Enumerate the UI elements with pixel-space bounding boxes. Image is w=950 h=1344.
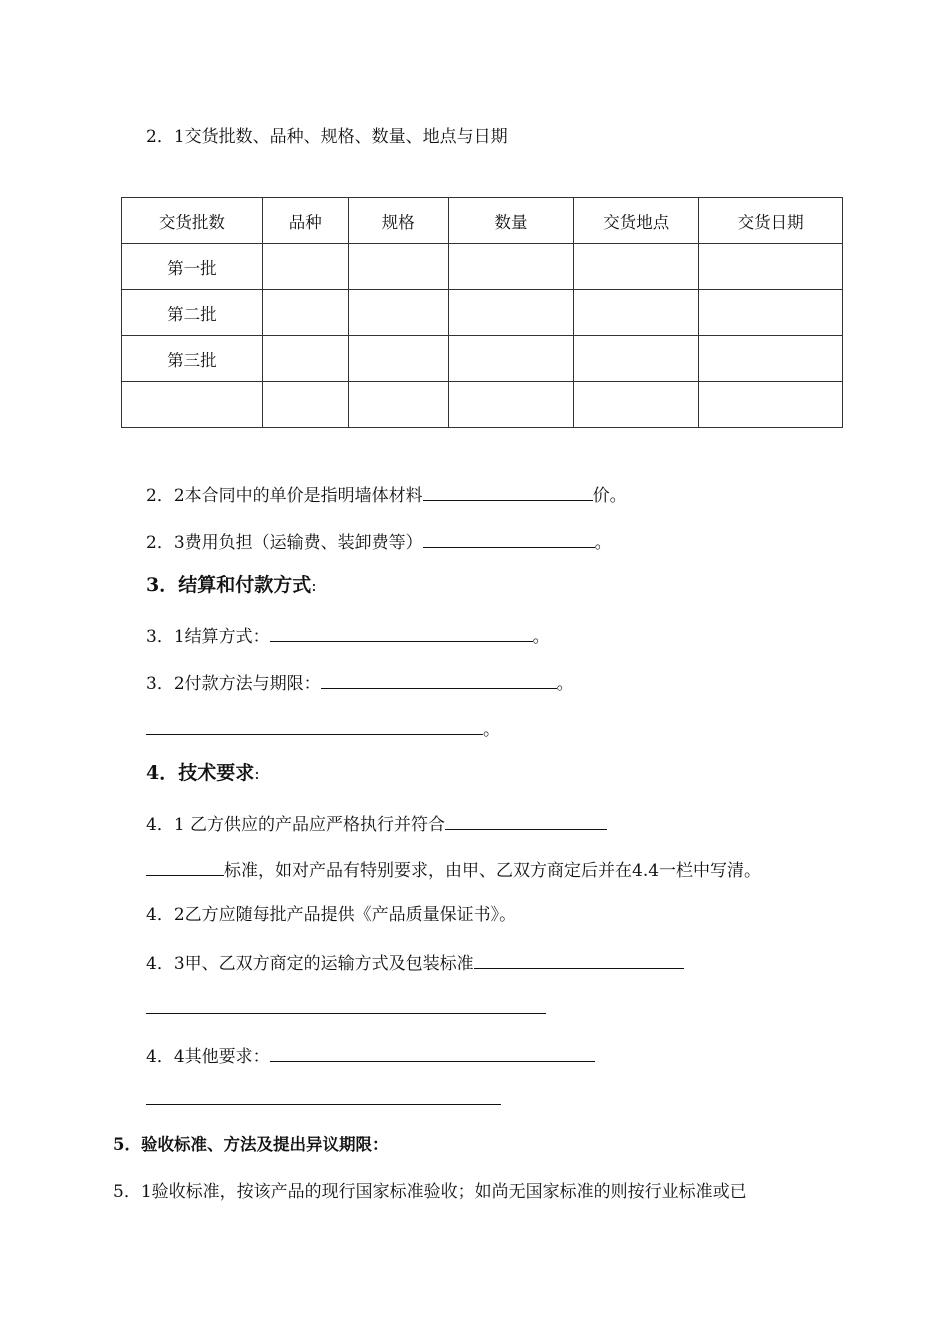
header-cell: 规格	[348, 198, 448, 244]
heading-3	[146, 573, 317, 598]
section-4-3	[146, 950, 684, 975]
table-cell	[262, 382, 348, 428]
header-cell: 交货批数	[122, 198, 263, 244]
heading-4-colon: :	[254, 764, 260, 783]
section-2-2	[146, 482, 627, 507]
fill-blank[interactable]	[423, 529, 595, 548]
fill-blank[interactable]	[321, 670, 557, 689]
section-3-1-suffix: 。	[532, 627, 550, 647]
fill-blank[interactable]	[146, 857, 224, 876]
table-row	[122, 382, 843, 428]
table-cell	[348, 244, 448, 290]
heading-3-title: 3．结算和付款方式	[146, 574, 312, 596]
section-3-1	[146, 623, 550, 648]
table-cell	[348, 290, 448, 336]
table-cell	[574, 336, 699, 382]
section-3-2b-suffix: 。	[483, 720, 500, 740]
section-2-2-suffix: 价。	[592, 486, 627, 506]
header-cell: 品种	[262, 198, 348, 244]
section-3-2-text: 3．2付款方法与期限：	[146, 674, 321, 694]
table-cell	[348, 336, 448, 382]
fill-blank[interactable]	[146, 716, 483, 735]
table-cell	[448, 244, 574, 290]
table-row	[122, 290, 843, 336]
header-cell: 数量	[448, 198, 574, 244]
section-4-2: 4．2乙方应随每批产品提供《产品质量保证书》。	[146, 905, 517, 925]
header-cell: 交货日期	[699, 198, 843, 244]
table-cell: 第三批	[122, 336, 263, 382]
table-cell	[448, 290, 574, 336]
section-4-1-text: 4．1 乙方供应的产品应严格执行并符合	[146, 815, 446, 835]
fill-blank[interactable]	[474, 950, 684, 969]
delivery-table	[121, 197, 843, 428]
table-cell	[574, 290, 699, 336]
heading-4	[146, 761, 260, 786]
heading-4-title: 4．技术要求	[146, 762, 255, 784]
heading-3-colon: :	[311, 576, 317, 595]
table-cell: 第一批	[122, 244, 263, 290]
section-2-3-text: 2．3费用负担（运输费、装卸费等）	[146, 533, 423, 553]
section-2-3-suffix: 。	[594, 533, 612, 553]
table-cell	[262, 244, 348, 290]
fill-line[interactable]	[146, 1013, 546, 1014]
section-4-4-text: 4．4其他要求：	[146, 1047, 270, 1067]
table-cell	[574, 244, 699, 290]
section-4-1	[146, 811, 607, 836]
heading-5: 5．验收标准、方法及提出异议期限：	[113, 1135, 389, 1154]
section-3-1-text: 3．1结算方式：	[146, 627, 270, 647]
fill-blank[interactable]	[270, 1043, 595, 1062]
table-cell	[699, 336, 843, 382]
section-4-1-continuation	[146, 857, 761, 882]
table-row	[122, 336, 843, 382]
section-3-2-suffix: 。	[556, 674, 574, 694]
section-4-1b-text: 标准，如对产品有特别要求，由甲、乙双方商定后并在4.4一栏中写清。	[224, 861, 762, 881]
section-4-3-text: 4．3甲、乙双方商定的运输方式及包装标准	[146, 954, 474, 974]
section-2-1: 2．1交货批数、品种、规格、数量、地点与日期	[146, 127, 508, 147]
fill-blank[interactable]	[445, 811, 607, 830]
section-2-2-text: 2．2本合同中的单价是指明墙体材料	[146, 486, 423, 506]
table-cell	[262, 290, 348, 336]
section-3-2	[146, 670, 574, 695]
table-cell	[448, 382, 574, 428]
table-cell	[699, 382, 843, 428]
section-5-1: 5．1验收标准，按该产品的现行国家标准验收；如尚无国家标准的则按行业标准或已	[113, 1182, 747, 1202]
table-cell	[448, 336, 574, 382]
table-cell	[348, 382, 448, 428]
section-4-4	[146, 1043, 595, 1068]
table-header-row	[122, 198, 843, 244]
fill-blank[interactable]	[423, 482, 593, 501]
table-cell	[262, 336, 348, 382]
table-cell: 第二批	[122, 290, 263, 336]
table-row	[122, 244, 843, 290]
table-cell	[122, 382, 263, 428]
header-cell: 交货地点	[574, 198, 699, 244]
section-2-3	[146, 529, 612, 554]
fill-line[interactable]	[146, 1104, 501, 1105]
fill-blank[interactable]	[270, 623, 533, 642]
table-cell	[699, 290, 843, 336]
table-cell	[574, 382, 699, 428]
section-3-2-continuation	[146, 716, 500, 741]
table-cell	[699, 244, 843, 290]
